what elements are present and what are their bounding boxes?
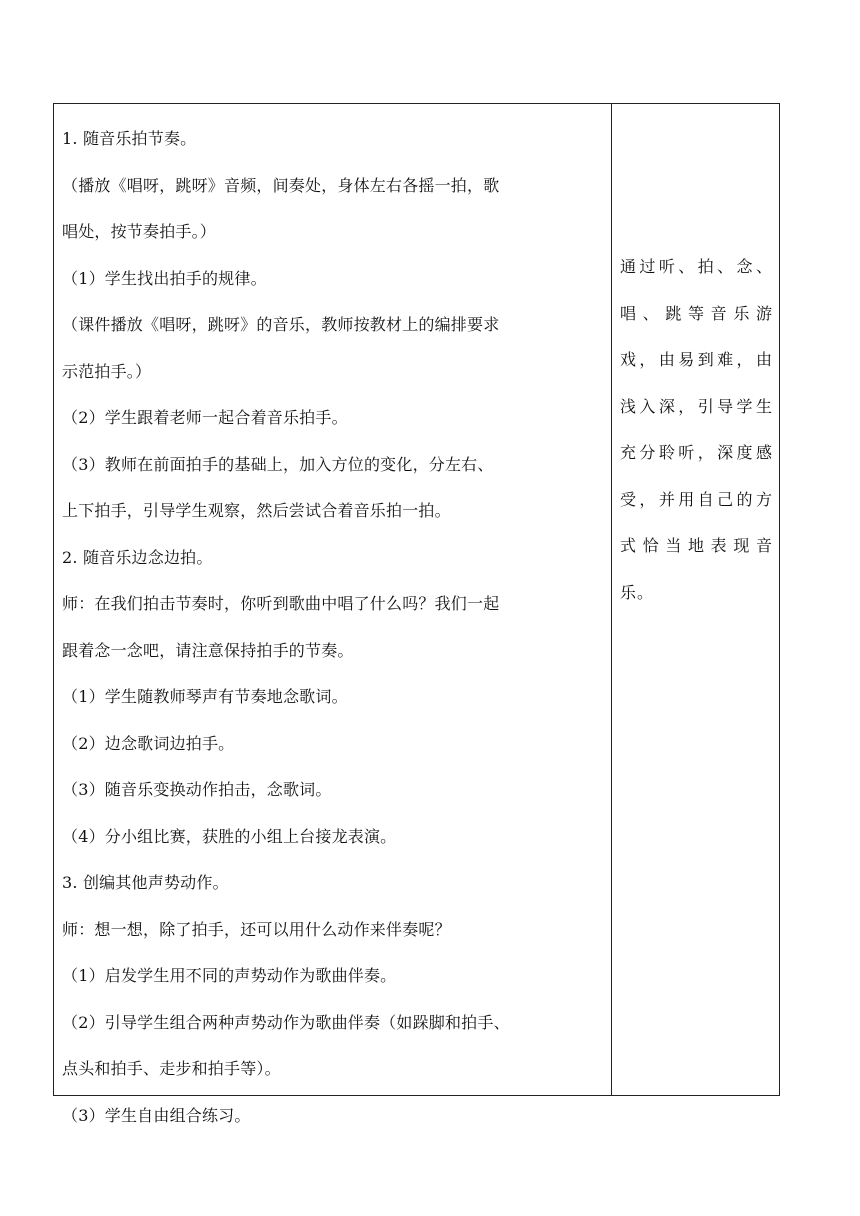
note-line: 戏，由易到难，由 <box>620 350 773 369</box>
activity-line: （3）随音乐变换动作拍击，念歌词。 <box>62 780 332 799</box>
activity-line: （1）学生随教师琴声有节奏地念歌词。 <box>62 687 348 706</box>
activity-line: 3. 创编其他声势动作。 <box>62 873 229 892</box>
activity-line: 上下拍手，引导学生观察，然后尝试合着音乐拍一拍。 <box>62 501 451 520</box>
note-line: 受，并用自己的方 <box>620 489 773 509</box>
activity-line: （2）引导学生组合两种声势动作为歌曲伴奏（如跺脚和拍手、 <box>62 1012 510 1032</box>
activity-line: 师：在我们拍击节奏时，你听到歌曲中唱了什么吗？我们一起 <box>62 594 500 613</box>
activity-line: 点头和拍手、走步和拍手等）。 <box>62 1059 281 1078</box>
note-line: 式恰当地表现音 <box>620 536 773 555</box>
activity-line: 唱处，按节奏拍手。） <box>62 222 217 241</box>
activity-line: （2）学生跟着老师一起合着音乐拍手。 <box>62 408 348 427</box>
activity-line: （1）学生找出拍手的规律。 <box>62 268 267 288</box>
activity-line: （2）边念歌词边拍手。 <box>62 733 235 753</box>
activity-line: 2. 随音乐边念边拍。 <box>62 547 213 567</box>
activity-line: （3）教师在前面拍手的基础上，加入方位的变化，分左右、 <box>62 454 494 474</box>
activity-line: （播放《唱呀，跳呀》音频，间奏处，身体左右各摇一拍，歌 <box>62 175 500 195</box>
activity-line: 示范拍手。） <box>62 361 152 381</box>
activity-line: 1. 随音乐拍节奏。 <box>62 129 197 148</box>
activity-line: 师：想一想，除了拍手，还可以用什么动作来伴奏呢？ <box>62 919 451 939</box>
note-line: 充分聆听，深度感 <box>620 443 773 462</box>
activity-line: （课件播放《唱呀，跳呀》的音乐，教师按教材上的编排要求 <box>62 315 500 334</box>
activity-line: 跟着念一念吧，请注意保持拍手的节奏。 <box>62 640 354 660</box>
note-line: 乐。 <box>620 582 655 602</box>
note-line: 通过听、拍、念、 <box>620 257 773 276</box>
activity-line: （1）启发学生用不同的声势动作为歌曲伴奏。 <box>62 966 397 985</box>
note-line: 浅入深，引导学生 <box>620 396 773 416</box>
activity-line: （4）分小组比赛，获胜的小组上台接龙表演。 <box>62 826 397 846</box>
activity-line: （3）学生自由组合练习。 <box>62 1105 251 1125</box>
note-line: 唱、跳等音乐游 <box>620 303 773 323</box>
activity-column <box>54 104 612 1125</box>
lesson-table <box>53 103 780 1125</box>
design-intent-column <box>612 104 779 1095</box>
